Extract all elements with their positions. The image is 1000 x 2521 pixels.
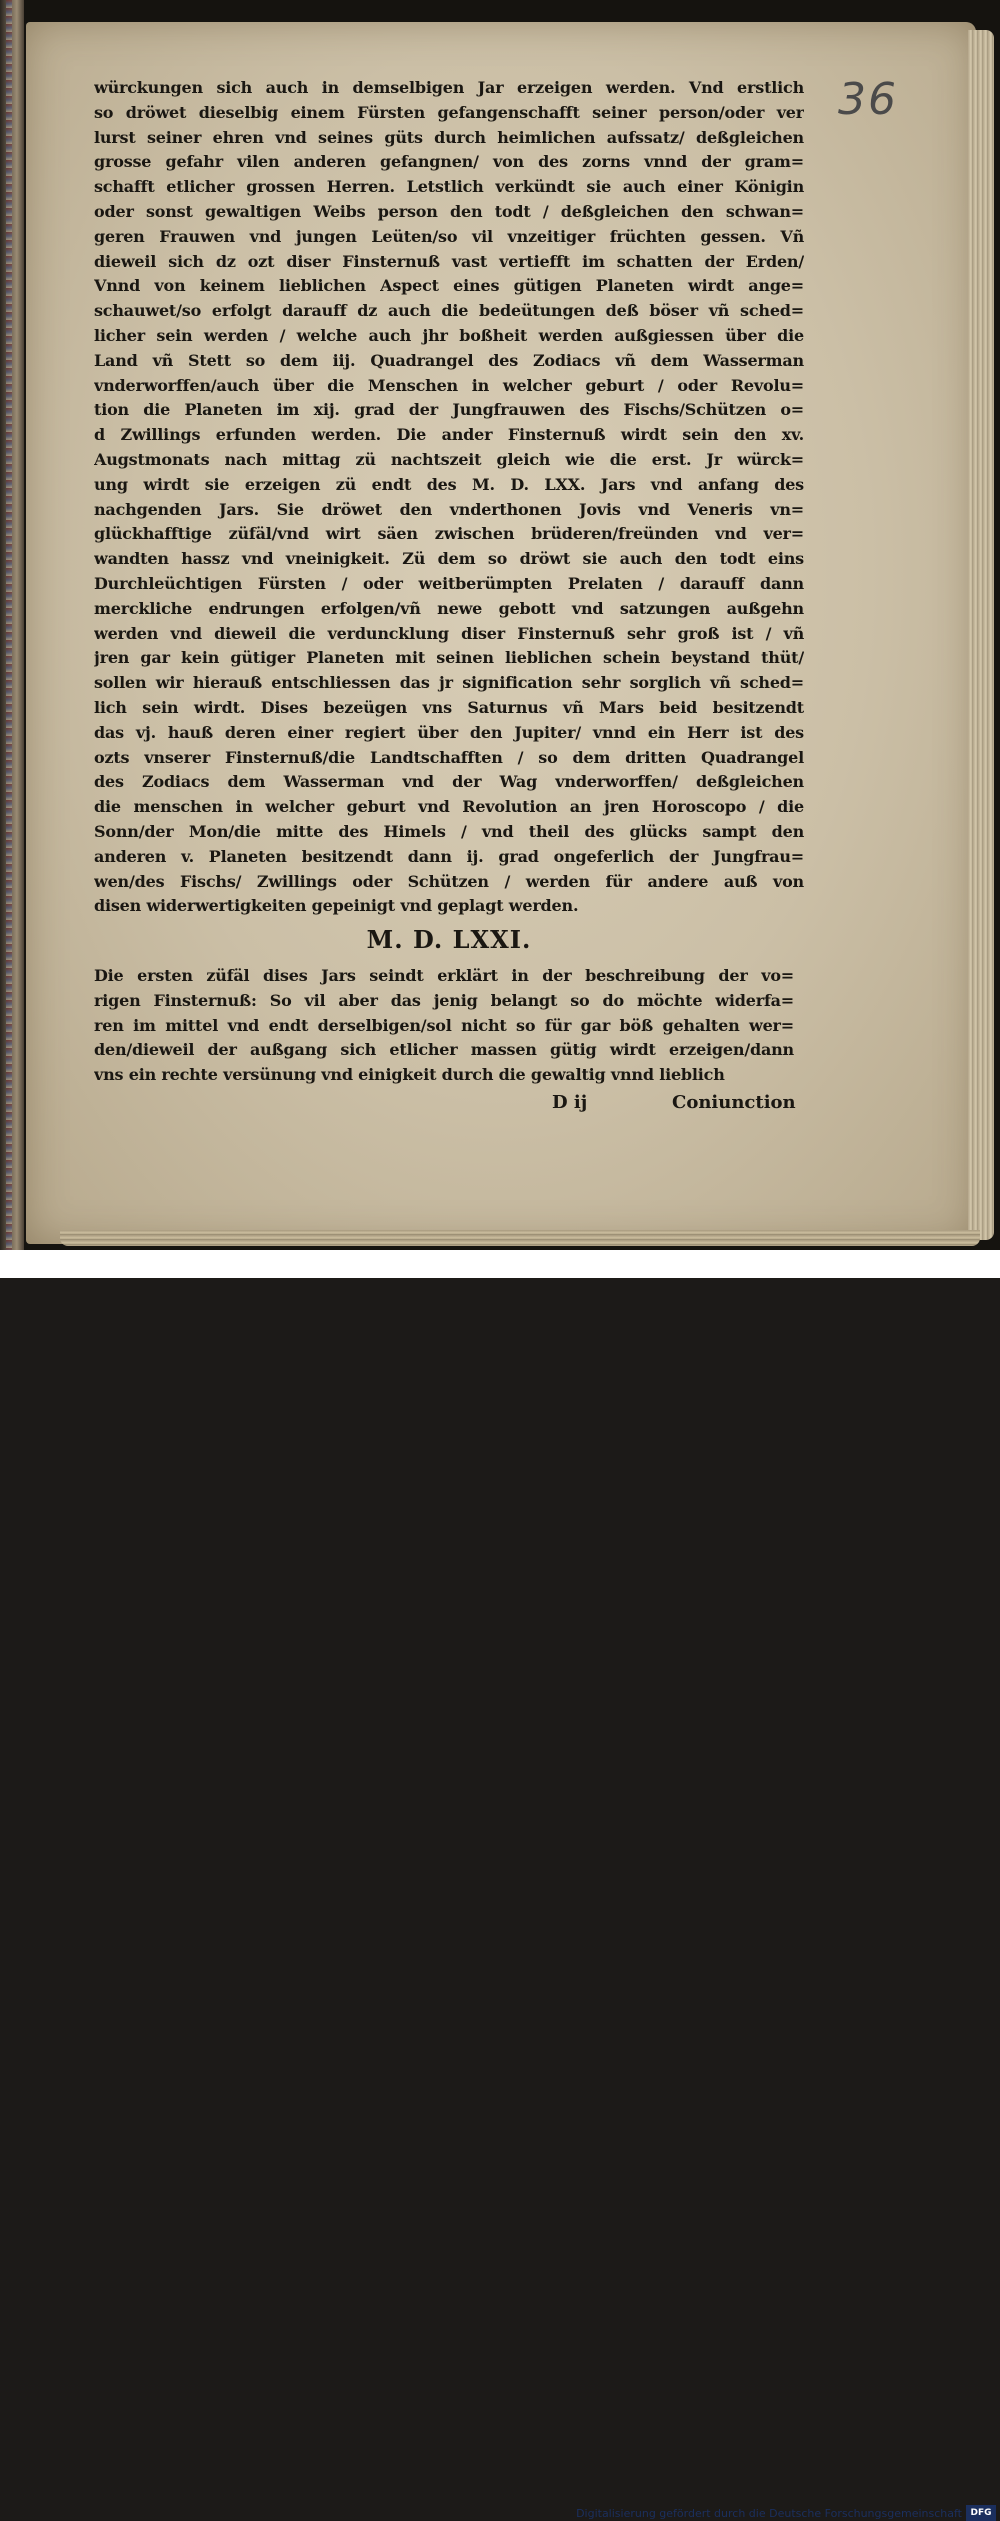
text-line: schauwet/so erfolgt darauff dz auch die bedeütungen deß böser vñ sched=: [94, 301, 804, 321]
scanned-page: [0, 0, 1000, 1250]
text-line: Augstmonats nach mittag zü nachtszeit gleich wie die erst. Jr würck=: [94, 449, 804, 469]
catchword: Coniunction: [672, 1092, 796, 1113]
text-line: Die ersten züfäl dises Jars seindt erklärt in der beschreibung der vo=: [94, 966, 794, 985]
page-stack-right-edge: [968, 30, 994, 1240]
text-line: anderen v. Planeten besitzendt dann ij. grad ongeferlich der Jungfrau=: [94, 846, 804, 866]
text-line: würckungen sich auch in demselbigen Jar erzeigen werden. Vnd erstlich: [94, 78, 804, 97]
text-line: tion die Planeten im xij. grad der Jungfrauwen des Fischs/Schützen o=: [94, 400, 804, 420]
text-line: sollen wir hierauß entschliessen das jr signification sehr sorglich vñ sched=: [94, 673, 804, 693]
page-stack-bottom-edge: [60, 1230, 980, 1246]
text-line: Vnnd von keinem lieblichen Aspect eines gütigen Planeten wirdt ange=: [94, 276, 804, 296]
year-heading: M. D. LXXI.: [366, 925, 532, 954]
text-line: rigen Finsternuß: So vil aber das jenig belangt so do möchte widerfa=: [94, 990, 794, 1010]
text-line: lich sein wirdt. Dises bezeügen vns Saturnus vñ Mars beid besitzendt: [94, 697, 804, 717]
text-line: jren gar kein gütiger Planeten mit seinen lieblichen schein beystand thüt/: [94, 648, 804, 668]
text-line: Land vñ Stett so dem iij. Quadrangel des Zodiacs vñ dem Wasserman: [94, 350, 804, 370]
text-line: dieweil sich dz ozt diser Finsternuß vast vertiefft im schatten der Erden/: [94, 251, 804, 271]
text-line: wen/des Fischs/ Zwillings oder Schützen / werden für andere auß von: [94, 871, 804, 891]
digitization-footer: [0, 1250, 1000, 2520]
text-line: den/dieweil der außgang sich etlicher massen gütig wirdt erzeigen/dann: [94, 1040, 794, 1060]
text-line: oder sonst gewaltigen Weibs person den todt / deßgleichen den schwan=: [94, 201, 804, 221]
text-line: d Zwillings erfunden werden. Die ander Finsternuß wirdt sein den xv.: [94, 425, 804, 445]
folio-number: 36: [838, 74, 898, 125]
text-line: so dröwet dieselbig einem Fürsten gefangenschafft seiner person/oder ver: [94, 102, 804, 122]
signature-mark: D ij: [552, 1092, 588, 1113]
text-line: merckliche endrungen erfolgen/vñ newe gebott vnd satzungen außgehn: [94, 598, 804, 618]
body-paragraph-1: [94, 76, 804, 919]
text-line: grosse gefahr vilen anderen gefangnen/ von des zorns vnnd der gram=: [94, 152, 804, 172]
book-spine-edge: [0, 0, 24, 1250]
text-line: disen widerwertigkeiten gepeinigt vnd geplagt werden.: [94, 896, 579, 916]
text-line: schafft etlicher grossen Herren. Letstlich verkündt sie auch einer Königin: [94, 177, 804, 197]
text-line: Sonn/der Mon/die mitte des Himels / vnd theil des glücks sampt den: [94, 821, 804, 841]
text-line: vns ein rechte versünung vnd einigkeit durch die gewaltig vnnd lieblich: [94, 1065, 725, 1085]
text-line: die menschen in welcher geburt vnd Revolution an jren Horoscopo / die: [94, 797, 804, 817]
text-line: vnderworffen/auch über die Menschen in welcher geburt / oder Revolu=: [94, 375, 804, 395]
text-line: wandten hassz vnd vneinigkeit. Zü dem so dröwt sie auch den todt eins: [94, 549, 804, 569]
body-paragraph-2: [94, 964, 794, 1088]
text-line: ung wirdt sie erzeigen zü endt des M. D. LXX. Jars vnd anfang des: [94, 474, 804, 494]
text-line: nachgenden Jars. Sie dröwet den vnderthonen Jovis vnd Veneris vn=: [94, 499, 804, 519]
text-line: glückhafftige züfäl/vnd wirt säen zwischen brüderen/freünden vnd ver=: [94, 524, 804, 544]
text-line: lurst seiner ehren vnd seines güts durch heimlichen aufssatz/ deßgleichen: [94, 127, 804, 147]
digitization-credit: Digitalisierung gefördert durch die Deutsche Forschungsgemeinschaft: [576, 2507, 962, 2520]
text-line: ren im mittel vnd endt derselbigen/sol nicht so für gar böß gehalten wer=: [94, 1015, 794, 1035]
text-line: das vj. hauß deren einer regiert über den Jupiter/ vnnd ein Herr ist des: [94, 722, 804, 742]
text-line: Durchleüchtigen Fürsten / oder weitberümpten Prelaten / darauff dann: [94, 573, 804, 593]
dfg-logo-icon: DFG: [966, 2505, 996, 2521]
text-line: werden vnd dieweil die verduncklung diser Finsternuß sehr groß ist / vñ: [94, 623, 804, 643]
text-line: des Zodiacs dem Wasserman vnd der Wag vnderworffen/ deßgleichen: [94, 772, 804, 792]
book-binding-stripe: [6, 0, 12, 1250]
text-line: geren Frauwen vnd jungen Leüten/so vil vnzeitiger früchten gessen. Vñ: [94, 226, 804, 246]
text-line: licher sein werden / welche auch jhr boßheit werden außgiessen über die: [94, 325, 804, 345]
text-line: ozts vnserer Finsternuß/die Landtschafften / so dem dritten Quadrangel: [94, 747, 804, 767]
